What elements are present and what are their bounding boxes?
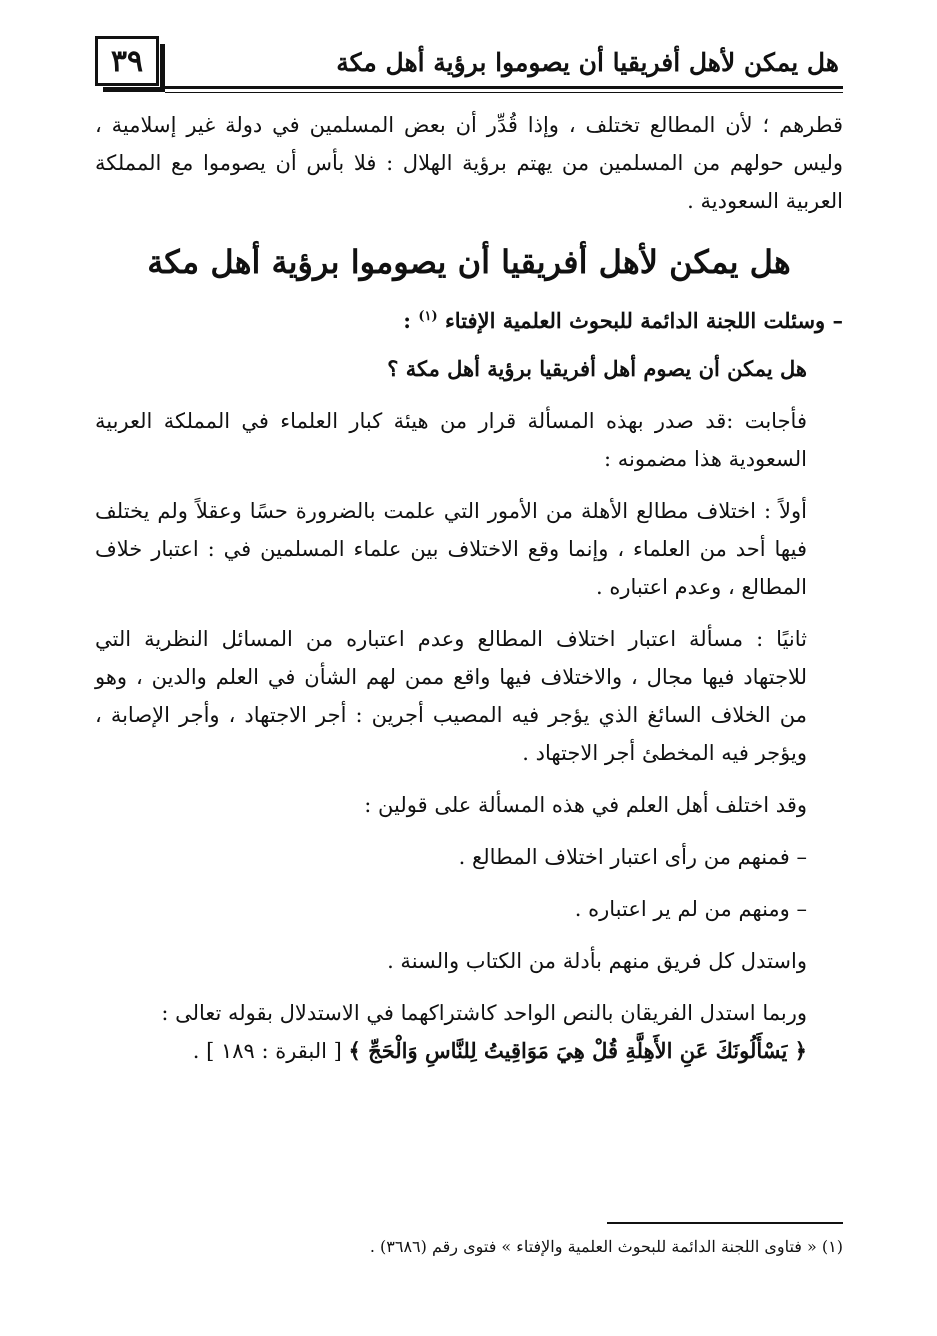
quran-reference: [ البقرة : ١٨٩ ] . bbox=[192, 1039, 342, 1063]
second-point-paragraph: ثانيًا : مسألة اعتبار اختلاف المطالع وعدم اعتباره من المسائل النظرية التي للاجتهاد فيها مجال ، والاختلاف فيها واقع ممن لهم الشأن في العلم والدين ، وهو من الخلاف السائغ الذي يؤجر فيه المصيب أجرين : أجر الاجتهاد ، وأجر الإصابة ، ويؤجر فيه المخطئ أجر الاجتهاد . bbox=[95, 627, 807, 765]
last-paragraph-text: وربما استدل الفريقان بالنص الواحد كاشتراكهما في الاستدلال بقوله تعالى : bbox=[161, 1001, 807, 1025]
section-heading: هل يمكن لأهل أفريقيا أن يصوموا برؤية أهل مكة bbox=[147, 243, 791, 281]
intro-text: – وسئلت اللجنة الدائمة للبحوث العلمية الإفتاء bbox=[444, 308, 843, 333]
footnote-rule bbox=[607, 1222, 843, 1224]
last-paragraph bbox=[95, 994, 843, 1070]
header-rule-thin bbox=[165, 92, 843, 93]
intro-line bbox=[95, 302, 843, 340]
quran-verse: ﴿ يَسْأَلُونَكَ عَنِ الأَهِلَّةِ قُلْ هِيَ مَوَاقِيتُ لِلنَّاسِ وَالْحَجِّ ﴾ bbox=[348, 1038, 807, 1063]
intro-colon: : bbox=[403, 308, 419, 333]
bullet-one: – فمنهم من رأى اعتبار اختلاف المطالع . bbox=[458, 845, 807, 869]
evidence-line: واستدل كل فريق منهم بأدلة من الكتاب والسنة . bbox=[387, 949, 807, 973]
disagreement-line: وقد اختلف أهل العلم في هذه المسألة على قولين : bbox=[364, 793, 807, 817]
page-header bbox=[95, 28, 843, 94]
footnote: (١) « فتاوى اللجنة الدائمة للبحوث العلمية والإفتاء » فتوى رقم (٣٦٨٦) . bbox=[369, 1237, 843, 1256]
page-number: ٣٩ bbox=[95, 36, 159, 86]
question: هل يمكن أن يصوم أهل أفريقيا برؤية أهل مكة ؟ bbox=[387, 356, 807, 381]
footnote-mark: (١) bbox=[418, 309, 438, 324]
book-page bbox=[95, 28, 843, 1308]
running-title: هل يمكن لأهل أفريقيا أن يصوموا برؤية أهل مكة bbox=[336, 48, 839, 77]
page-content bbox=[95, 106, 843, 1070]
lead-paragraph: قطرهم ؛ لأن المطالع تختلف ، وإذا قُدِّر أن بعض المسلمين في دولة غير إسلامية ، وليس حولهم من المسلمين من يهتم برؤية الهلال : فلا بأس أن يصوموا مع المملكة العربية السعودية . bbox=[95, 113, 843, 213]
answer-paragraph: فأجابت :قد صدر بهذه المسألة قرار من هيئة كبار العلماء في المملكة العربية السعودية هذا مضمونه : bbox=[95, 409, 807, 471]
first-point-paragraph: أولاً : اختلاف مطالع الأهلة من الأمور التي علمت بالضرورة حسًا وعقلاً ولم يختلف فيها أحد من العلماء ، وإنما وقع الاختلاف بين علماء المسلمين في : اعتبار خلاف المطالع ، وعدم اعتباره . bbox=[95, 499, 807, 599]
header-rule bbox=[165, 86, 843, 89]
bullet-two: – ومنهم من لم ير اعتباره . bbox=[574, 897, 807, 921]
